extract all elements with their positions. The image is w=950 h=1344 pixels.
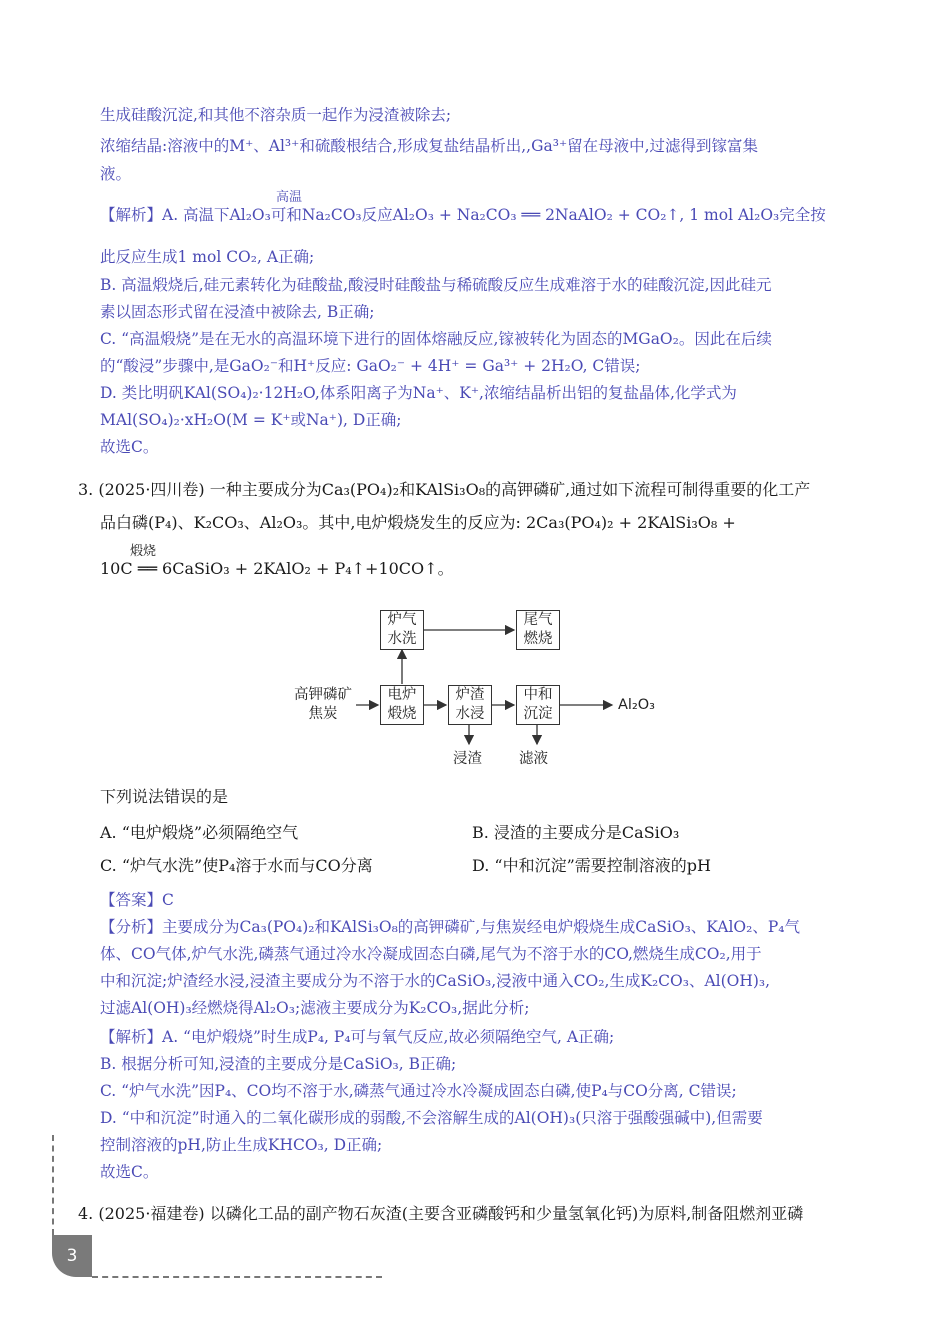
question-prompt: 下列说法错误的是	[100, 787, 229, 806]
solution-line: 生成硅酸沉淀,和其他不溶杂质一起作为浸渣被除去;	[100, 106, 452, 124]
choose-answer: 故选C。	[100, 1163, 159, 1181]
analysis-line: 【分析】主要成分为Ca₃(PO₄)₂和KAlSi₃O₈的高钾磷矿,与焦炭经电炉煅烧生成CaSiO₃、KAlO₂、P₄气	[100, 918, 800, 936]
solution-A: 【解析】A. “电炉煅烧”时生成P₄, P₄可与氧气反应,故必须隔绝空气, A正确;	[100, 1028, 615, 1046]
flow-output: Al₂O₃	[618, 697, 655, 713]
flow-filtrate: 滤液	[519, 751, 548, 767]
analysis-line: 过滤Al(OH)₃经燃烧得Al₂O₃;滤液主要成分为K₂CO₃,据此分析;	[100, 999, 530, 1017]
solution-line: 液。	[100, 165, 132, 183]
option-C[interactable]: C. “炉气水洗”使P₄溶于水而与CO分离	[100, 856, 373, 875]
analysis-A: 【解析】A. 高温下Al₂O₃可和Na₂CO₃反应Al₂O₃ + Na₂CO₃ ══ 2NaAlO₂ + CO₂↑, 1 mol Al₂O₃完全按	[100, 206, 826, 224]
solution-C: C. “炉气水洗”因P₄、CO均不溶于水,磷蒸气通过冷水冷凝成固态白磷,使P₄与CO分离, C错误;	[100, 1082, 737, 1100]
flow-leach-residue: 浸渣	[453, 751, 482, 767]
option-A[interactable]: A. “电炉煅烧”必须隔绝空气	[100, 823, 299, 842]
analysis-C: C. “高温煅烧”是在无水的高温环境下进行的固体熔融反应,镓被转化为固态的MGaO₂。因此在后续	[100, 330, 772, 348]
reaction-condition: 高温	[276, 190, 303, 205]
solution-B: B. 根据分析可知,浸渣的主要成分是CaSiO₃, B正确;	[100, 1055, 457, 1073]
option-D[interactable]: D. “中和沉淀”需要控制溶液的pH	[472, 856, 711, 875]
box-electric-furnace: 电炉 煅烧	[380, 685, 424, 725]
box-neutralize: 中和 沉淀	[516, 685, 560, 725]
question-stem: 品白磷(P₄)、K₂CO₃、Al₂O₃。其中,电炉煅烧发生的反应为: 2Ca₃(PO₄)₂ + 2KAlSi₃O₈ +	[100, 513, 736, 532]
analysis-line: 中和沉淀;炉渣经水浸,浸渣主要成分为不溶于水的CaSiO₃,浸液中通入CO₂,生成K₂CO₃、Al(OH)₃,	[100, 972, 771, 990]
analysis-line: 体、CO气体,炉气水洗,磷蒸气通过冷水冷凝成固态白磷,尾气为不溶于水的CO,燃烧生成CO₂,用于	[100, 945, 762, 963]
flow-input: 高钾磷矿 焦炭	[294, 687, 352, 722]
page-border-vertical	[52, 1135, 54, 1235]
box-tail-gas-burn: 尾气 燃烧	[516, 610, 560, 650]
analysis-B: 素以固态形式留在浸渣中被除去, B正确;	[100, 303, 375, 321]
answer: 【答案】C	[100, 891, 174, 909]
question-stem: 3. (2025·四川卷) 一种主要成分为Ca₃(PO₄)₂和KAlSi₃O₈的高钾磷矿,通过如下流程可制得重要的化工产	[78, 480, 811, 499]
page-border-horizontal	[92, 1276, 382, 1278]
analysis-B: B. 高温煅烧后,硅元素转化为硅酸盐,酸浸时硅酸盐与稀硫酸反应生成难溶于水的硅酸沉淀,因此硅元	[100, 276, 772, 294]
solution-D: D. “中和沉淀”时通入的二氧化碳形成的弱酸,不会溶解生成的Al(OH)₃(只溶于强酸强碱中),但需要	[100, 1109, 763, 1127]
choose-answer: 故选C。	[100, 438, 159, 456]
box-furnace-gas-wash: 炉气 水洗	[380, 610, 424, 650]
page-number: 3	[52, 1235, 92, 1277]
box-slag-leach: 炉渣 水浸	[448, 685, 492, 725]
question-stem: 10C ══ 6CaSiO₃ + 2KAlO₂ + P₄↑+10CO↑。	[100, 559, 454, 578]
reaction-condition: 煅烧	[130, 544, 157, 559]
solution-line: 浓缩结晶:溶液中的M⁺、Al³⁺和硫酸根结合,形成复盐结晶析出,,Ga³⁺留在母液中,过滤得到镓富集	[100, 137, 759, 155]
analysis-D: MAl(SO₄)₂·xH₂O(M = K⁺或Na⁺), D正确;	[100, 411, 402, 429]
option-B[interactable]: B. 浸渣的主要成分是CaSiO₃	[472, 823, 680, 842]
question-stem: 4. (2025·福建卷) 以磷化工品的副产物石灰渣(主要含亚磷酸钙和少量氢氧化钙)为原料,制备阻燃剂亚磷	[78, 1204, 804, 1223]
analysis-C: 的“酸浸”步骤中,是GaO₂⁻和H⁺反应: GaO₂⁻ + 4H⁺ = Ga³⁺ + 2H₂O, C错误;	[100, 357, 641, 375]
solution-D: 控制溶液的pH,防止生成KHCO₃, D正确;	[100, 1136, 383, 1154]
analysis-D: D. 类比明矾KAl(SO₄)₂·12H₂O,体系阳离子为Na⁺、K⁺,浓缩结晶析出铝的复盐晶体,化学式为	[100, 384, 737, 402]
analysis-A: 此反应生成1 mol CO₂, A正确;	[100, 248, 315, 266]
